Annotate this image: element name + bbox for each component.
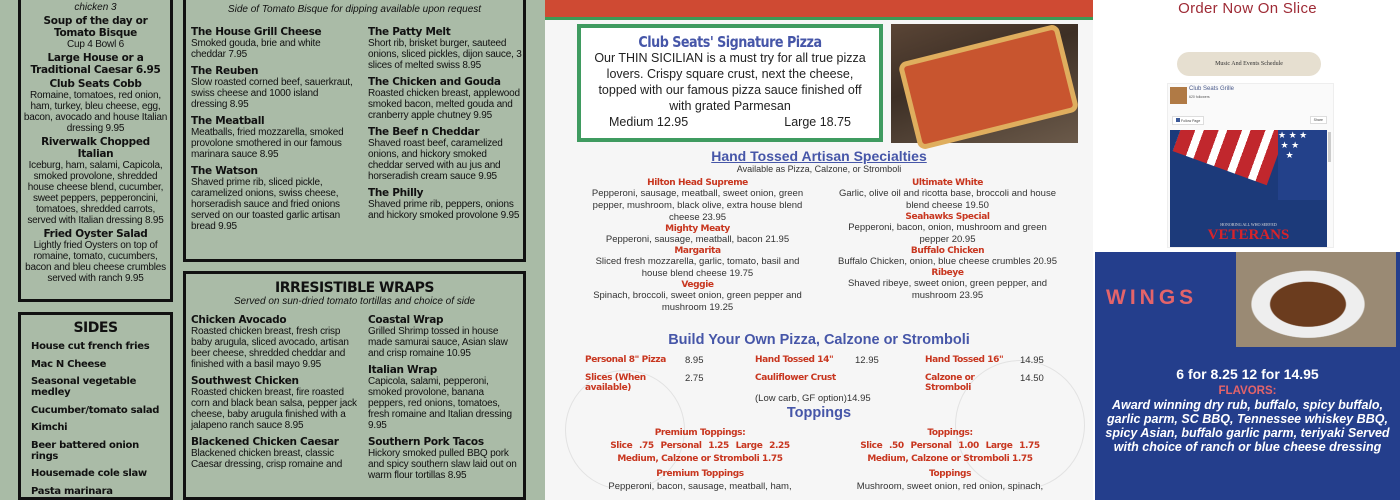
item-name: The Patty Melt	[368, 26, 451, 38]
premium-prices-medium: Medium, Calzone or Stromboli 1.75	[617, 454, 783, 464]
post-title: VETERANS	[1207, 227, 1290, 243]
specialty-item	[585, 246, 810, 280]
specialty-name: Ribeye	[931, 268, 964, 278]
salad-desc: Iceburg, ham, salami, Capicola, smoked provolone, shredded house cheese blend, cucumber, sweet peppers, pepperoncini, tomatoes, shredded carrots, served with Italian dressing 8.95	[27, 160, 164, 226]
wings-promo-image	[1095, 252, 1400, 500]
red-banner	[545, 0, 1093, 20]
salad-item	[23, 228, 168, 284]
menu-item	[368, 76, 523, 121]
side-item: Kimchi	[31, 422, 68, 433]
item-desc: Blackened chicken breast, classic Caesar dressing, crisp romaine and	[191, 448, 343, 470]
salad-item	[23, 78, 168, 134]
wings-photo	[1236, 252, 1396, 347]
byo-name: Hand Tossed 16"	[925, 355, 1004, 365]
side-item: Pasta marinara	[31, 485, 113, 497]
signature-title: Club Seats' Signature Pizza	[638, 33, 822, 51]
item-desc: Short rib, brisket burger, sauteed onions, sliced pickles, dijon sauce, 3 slices of melted swiss 8.95	[368, 38, 522, 71]
follow-label: Follow Page	[1181, 119, 1201, 123]
salad-name: Large House or a Traditional Caesar 6.95	[30, 52, 161, 76]
order-now-link[interactable]: Order Now On Slice	[1178, 0, 1317, 17]
item-name: The Reuben	[191, 65, 259, 77]
item-desc: Hickory smoked pulled BBQ pork and spicy southern slaw laid out on warm flour tortillas 8.95	[368, 448, 517, 481]
byo-name: Personal 8" Pizza	[585, 355, 666, 365]
specialty-name: Veggie	[681, 280, 714, 290]
menu-item	[191, 26, 356, 60]
wings-prices: 6 for 8.25 12 for 14.95	[1176, 366, 1319, 382]
menu-item	[368, 436, 523, 481]
regular-prices: Slice .50 Personal 1.00 Large 1.75	[860, 441, 1040, 451]
price-medium: Medium 12.95	[609, 115, 689, 129]
premium-prices: Slice .75 Personal 1.25 Large 2.25	[610, 441, 790, 451]
item-desc: Meatballs, fried mozzarella, smoked provolone smothered in our famous marinara sauce 8.95	[191, 127, 344, 160]
menu-item	[368, 314, 523, 359]
sides-box	[18, 312, 173, 500]
post-line: HONORING ALL WHO SERVED	[1220, 222, 1277, 227]
flavors-list: Award winning dry rub, buffalo, spicy buffalo, garlic parm, SC BBQ, Tennessee whiskey BBQ, spicy Asian, buffalo garlic parm, teriyaki	[1105, 398, 1388, 440]
sidebar	[1095, 0, 1400, 250]
scrollbar[interactable]	[1328, 132, 1331, 162]
pizza-slice-shape	[898, 23, 1080, 150]
salad-name: Fried Oyster Salad	[43, 228, 148, 240]
item-desc: Shaved roast beef, caramelized onions, and hickory smoked cheddar served with au jus and horseradish cream sauce 9.95	[368, 138, 503, 182]
salad-item	[23, 136, 168, 226]
specialty-item	[835, 212, 1060, 246]
premium-list-title: Premium Toppings	[656, 469, 744, 479]
specialties-subtitle: Available as Pizza, Calzone, or Stromboli	[736, 164, 902, 174]
menu-item	[368, 26, 523, 71]
regular-list: Mushroom, sweet onion, red onion, spinach,	[856, 481, 1044, 492]
byo-name: Cauliflower Crust	[755, 373, 836, 383]
item-desc: Capicola, salami, pepperoni, smoked provolone, banana peppers, red onions, tomatoes, fresh romaine and Italian dressing 9.95	[368, 376, 512, 431]
pizza-photo	[891, 24, 1078, 143]
facebook-icon	[1176, 118, 1180, 122]
byo-name: Calzone or Stromboli	[925, 373, 975, 393]
signature-desc: Our THIN SICILIAN is a must try for all true pizza lovers. Crispy square crust, next the cheese, topped with our famous pizza sauce finished off with grated Parmesan	[594, 51, 866, 113]
menu-item	[368, 126, 523, 182]
veterans-post-image	[1170, 130, 1327, 247]
salad-name: Riverwalk Chopped Italian	[41, 136, 150, 160]
salad-name: Club Seats Cobb	[49, 78, 142, 90]
salad-desc: Cup 4 Bowl 6	[66, 39, 125, 50]
facebook-widget	[1167, 83, 1334, 248]
menu-item	[191, 436, 359, 470]
premium-toppings	[585, 427, 815, 493]
wraps-box	[183, 271, 526, 500]
salad-desc: Lightly fried Oysters on top of romaine, tomato, cucumbers, bacon and bleu cheese crumbles served with ranch 9.95	[25, 240, 166, 284]
item-name: The Watson	[191, 165, 258, 177]
item-desc: Roasted chicken breast, fire roasted corn and black bean salsa, pepper jack cheese, baby arugula finished with a jalapeno ranch sauce 8.95	[191, 387, 357, 431]
item-name: Chicken Avocado	[191, 314, 287, 326]
specialty-item	[835, 246, 1060, 268]
salad-top-text: chicken 3	[74, 2, 117, 13]
specialty-name: Buffalo Chicken	[910, 246, 985, 256]
side-item: Mac N Cheese	[31, 358, 107, 370]
item-desc: Shaved prime rib, sliced pickle, caramelized onions, swiss cheese, horseradish sauce and fried onions served on our toasted garlic artisan bread 9.95	[191, 177, 340, 232]
specialty-name: Hilton Head Supreme	[647, 178, 748, 188]
toppings-title: Toppings	[786, 405, 852, 421]
byo-name: Hand Tossed 14"	[755, 355, 834, 365]
item-name: The House Grill Cheese	[191, 26, 322, 38]
specialty-name: Seahawks Special	[905, 212, 990, 222]
byo-name: Slices (When available)	[585, 373, 646, 393]
price-large: Large 18.75	[784, 115, 851, 129]
item-name: Southwest Chicken	[191, 375, 299, 387]
side-item: House cut french fries	[31, 341, 150, 352]
item-desc: Roasted chicken breast, applewood smoked bacon, melted gouda and cranberry apple chutney 9.95	[368, 88, 520, 121]
menu-item	[191, 65, 356, 110]
wraps-title: IRRESISTIBLE WRAPS	[275, 280, 434, 296]
wings-title: WINGS	[1106, 286, 1198, 309]
item-name: Blackened Chicken Caesar	[191, 436, 339, 448]
events-schedule-button[interactable]: Music And Events Schedule	[1177, 52, 1321, 76]
byo-price: 14.95	[1020, 355, 1044, 366]
salad-item	[23, 15, 168, 50]
wraps-subtitle: Served on sun-dried tomato tortillas and choice of side	[233, 296, 476, 307]
signature-pizza-box	[577, 24, 883, 142]
byo-price: 14.50	[1020, 373, 1044, 384]
menu-item	[191, 375, 359, 431]
specialty-item	[585, 178, 810, 224]
regular-toppings	[835, 427, 1065, 493]
regular-list-title: Toppings	[928, 469, 972, 479]
menu-item	[368, 364, 523, 431]
byo-price: 12.95	[855, 355, 879, 366]
menu-item	[191, 165, 356, 232]
byo-price: (Low carb, GF option)14.95	[755, 393, 871, 404]
item-name: The Chicken and Gouda	[368, 76, 501, 88]
specialty-name: Ultimate White	[912, 178, 983, 188]
specialty-desc: Pepperoni, bacon, onion, mushroom and green pepper 20.95	[848, 222, 1047, 245]
sides-title: SIDES	[73, 320, 118, 336]
byo-title: Build Your Own Pizza, Calzone or Stromboli	[668, 332, 970, 348]
side-item: Cucumber/tomato salad	[31, 404, 160, 416]
specialty-item	[835, 268, 1060, 302]
follow-page-button[interactable]	[1172, 116, 1204, 125]
specialty-item	[585, 224, 810, 246]
item-name: The Beef n Cheddar	[368, 126, 480, 138]
salad-item	[23, 52, 168, 76]
salads-box	[18, 0, 173, 302]
specialty-item	[835, 178, 1060, 212]
regular-prices-medium: Medium, Calzone or Stromboli 1.75	[867, 454, 1033, 464]
specialty-name: Margarita	[674, 246, 721, 256]
item-name: The Meatball	[191, 115, 265, 127]
page-avatar	[1170, 87, 1187, 104]
byo-price: 2.75	[685, 373, 704, 384]
side-item: Housemade cole slaw	[31, 468, 147, 479]
menu-item	[368, 187, 523, 221]
item-desc: Slow roasted corned beef, sauerkraut, swiss cheese and 1000 island dressing 8.95	[191, 77, 353, 110]
premium-list: Pepperoni, bacon, sausage, meatball, ham,	[608, 481, 792, 492]
item-desc: Smoked gouda, brie and white cheddar 7.95	[191, 38, 321, 60]
item-name: Southern Pork Tacos	[368, 436, 484, 448]
specialty-desc: Garlic, olive oil and ricotta base, broccoli and house blend cheese 19.50	[838, 188, 1057, 211]
specialty-desc: Shaved ribeye, sweet onion, green pepper, and mushroom 23.95	[847, 278, 1048, 301]
specialty-desc: Pepperoni, sausage, meatball, bacon 21.95	[605, 234, 790, 245]
flag-stars: ★ ★ ★ ★ ★ ★	[1278, 130, 1327, 200]
pizza-menu-image	[545, 0, 1093, 500]
premium-head: Premium Toppings:	[654, 428, 746, 438]
salad-name: Soup of the day or Tomato Bisque	[43, 15, 148, 39]
specialty-desc: Sliced fresh mozzarella, garlic, tomato, basil and house blend cheese 19.75	[595, 256, 800, 279]
served-with: Served with choice of ranch or blue cheese dressing	[1113, 426, 1390, 454]
flavors-text	[1097, 398, 1398, 454]
item-desc: Roasted chicken breast, fresh crisp baby arugula, sliced avocado, artisan beer cheese, shredded cheddar and finished with a basil mayo 9.95	[191, 326, 349, 370]
flavors-label: FLAVORS:	[1218, 385, 1277, 397]
specialty-desc: Pepperoni, sausage, meatball, sweet onion, green pepper, mushroom, black olive, extra house blend cheese 23.95	[591, 188, 804, 223]
side-item: Seasonal vegetable medley	[31, 376, 137, 398]
sandwich-note: Side of Tomato Bisque for dipping available upon request	[227, 4, 482, 15]
menu-item	[191, 115, 356, 160]
specialty-desc: Buffalo Chicken, onion, blue cheese crumbles 20.95	[838, 256, 1057, 267]
byo-price: 8.95	[685, 355, 704, 366]
fb-page-name[interactable]: Club Seats Grille	[1189, 86, 1235, 92]
salad-desc: Romaine, tomatoes, red onion, ham, turkey, bleu cheese, egg, bacon, avocado and house Italian dressing 9.95	[23, 90, 168, 134]
regular-head: Toppings:	[927, 428, 973, 438]
item-desc: Shaved prime rib, peppers, onions and hickory smoked provolone 9.95	[368, 199, 520, 221]
menu-item	[191, 314, 359, 370]
flag-stripes	[1173, 130, 1287, 185]
specialties-title: Hand Tossed Artisan Specialties	[711, 148, 927, 164]
item-name: Italian Wrap	[368, 364, 438, 376]
item-name: The Philly	[368, 187, 424, 199]
side-item: Beer battered onion rings	[31, 439, 139, 462]
fb-followers: 620 followers	[1189, 95, 1210, 99]
item-name: Coastal Wrap	[368, 314, 444, 326]
sandwiches-box	[183, 0, 526, 262]
specialty-desc: Spinach, broccoli, sweet onion, green pepper and mushroom 19.25	[593, 290, 802, 313]
specialty-item	[585, 280, 810, 314]
share-button[interactable]: Share	[1310, 116, 1327, 124]
specialty-name: Mighty Meaty	[665, 224, 730, 234]
item-desc: Grilled Shrimp tossed in house made samurai sauce, Asian slaw and crisp romaine 10.95	[368, 326, 508, 359]
